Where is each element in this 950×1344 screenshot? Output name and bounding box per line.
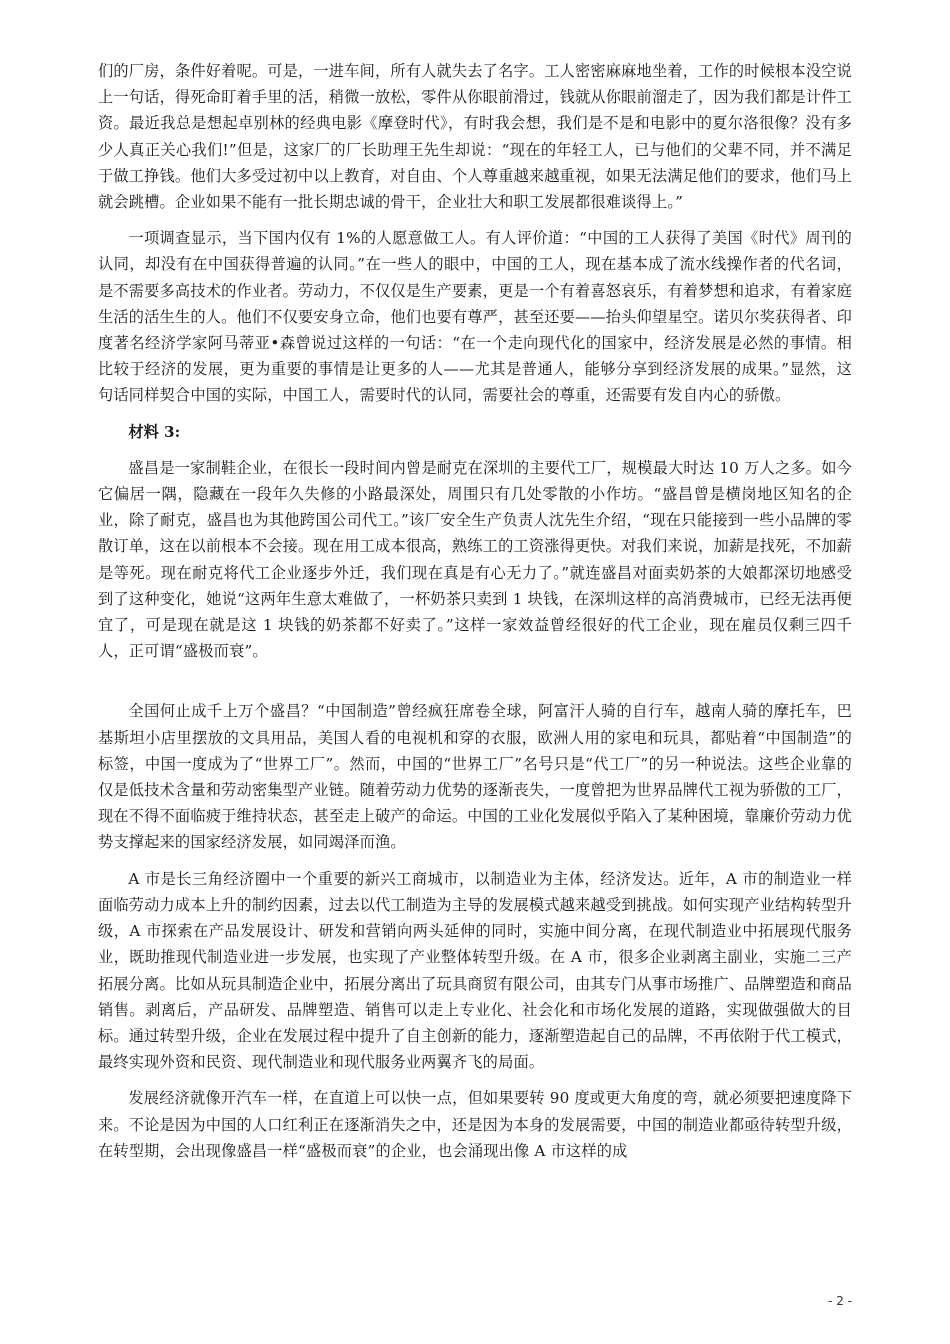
section-heading: 材料 3: (128, 422, 181, 441)
paragraph-made-in-china: 全国何止成千上万个盛昌？“中国制造”曾经疯狂席卷全球，阿富汗人骑的自行车，越南人骑的摩托车，巴基斯坦小店里摆放的文具用品，美国人看的电视机和穿的衣服，欧洲人用的家电和玩具，都贴着“中国制造”的标签，中国一度成为了“世界工厂”。然而，中国的“世界工厂”名号只是“代工厂”的另一种说法。这些企业靠的仅是低技术含量和劳动密集型产业链。随着劳动力优势的逐渐丧失，一度曾把为世界品牌代工视为骄傲的工厂，现在不得不面临疲于维持状态，甚至走上破产的命运。中国的工业化发展似乎陷入了某种困境，靠廉价劳动力优势支撑起来的国家经济发展，如同竭泽而渔。 (98, 702, 852, 852)
document-page (98, 58, 852, 1174)
paragraph-city-a: A 市是长三角经济圈中一个重要的新兴工商城市，以制造业为主体，经济发达。近年，A 市的制造业一样面临劳动力成本上升的制约因素，过去以代工制造为主导的发展模式越来越受到挑战。如何实现产业结构转型升级，A 市探索在产品发展设计、研发和营销向两头延伸的同时，实施中间分离，在现代制造业中拓展现代服务业，既助推现代制造业进一步发展，也实现了产业整体转型升级。在 A 市，很多企业剥离主副业，实施二三产拓展分离。比如从玩具制造企业中，拓展分离出了玩具商贸有限公司，由其专门从事市场推广、品牌塑造和商品销售。剥离后，产品研发、品牌塑造、销售可以走上专业化、社会化和市场化发展的道路，实现做强做大的目标。通过转型升级，企业在发展过程中提升了自主创新的能力，逐渐塑造起自己的品牌，不再依附于代工模式，最终实现外资和民资、现代制造业和现代服务业两翼齐飞的局面。 (98, 869, 852, 1072)
paragraph-survey: 一项调查显示，当下国内仅有 1%的人愿意做工人。有人评价道：“中国的工人获得了美国《时代》周刊的认同，却没有在中国获得普遍的认同。”在一些人的眼中，中国的工人，现在基本成了流水线操作者的代名词，是不需要多高技术的作业者。劳动力，不仅仅是生产要素，更是一个有着喜怒哀乐，有着梦想和追求，有着家庭生活的活生生的人。他们不仅要安身立命，他们也要有尊严，甚至还要——抬头仰望星空。诺贝尔奖获得者、印度著名经济学家阿马蒂亚•森曾说过这样的一句话：“在一个走向现代化的国家中，经济发展是必然的事情。相比较于经济的发展，更为重要的事情是让更多的人——尤其是普通人，能够分享到经济发展的成果。”显然，这句话同样契合中国的实际，中国工人，需要时代的认同，需要社会的尊重，还需要有发自内心的骄傲。 (98, 229, 852, 405)
paragraph-shengchang: 盛昌是一家制鞋企业，在很长一段时间内曾是耐克在深圳的主要代工厂，规模最大时达 10 万人之多。如今它偏居一隅，隐藏在一段年久失修的小路最深处，周围只有几处零散的小作坊。“盛昌曾是横岗地区知名的企业，除了耐克，盛昌也为其他跨国公司代工。”该厂安全生产负责人沈先生介绍，“现在只能接到一些小品牌的零散订单，这在以前根本不会接。现在用工成本很高，熟练工的工资涨得更快。对我们来说，加薪是找死，不加薪是等死。现在耐克将代工企业逐步外迁，我们现在真是有心无力了。”就连盛昌对面卖奶茶的大娘都深切地感受到了这种变化，她说“这两年生意太难做了，一杯奶茶只卖到 1 块钱，在深圳这样的高消费城市，已经无法再便宜了，可是现在就是这 1 块钱的奶茶都不好卖了。”这样一家效益曾经很好的代工企业，现在雇员仅剩三四千人，正可谓“盛极而衰”。 (98, 458, 852, 661)
paragraph-gap (98, 674, 852, 698)
paragraph-continued: 们的厂房，条件好着呢。可是，一进车间，所有人就失去了名字。工人密密麻麻地坐着，工作的时候根本没空说上一句话，得死命盯着手里的活，稍微一放松，零件从你眼前滑过，钱就从你眼前溜走了，因为我们都是计件工资。最近我总是想起卓别林的经典电影《摩登时代》，有时我会想，我们是不是和电影中的夏尔洛很像？没有多少人真正关心我们!”但是，这家厂的厂长助理王先生却说：“现在的年轻工人，已与他们的父辈不同，并不满足于做工挣钱。他们大多受过初中以上教育，对自由、个人尊重越来越重视，如果无法满足他们的要求，他们马上就会跳槽。企业如果不能有一批长期忠诚的骨干，企业壮大和职工发展都很难谈得上。” (98, 62, 852, 212)
paragraph-economy-driving: 发展经济就像开汽车一样，在直道上可以快一点，但如果要转 90 度或更大角度的弯，就必须要把速度降下来。不论是因为中国的人口红利正在逐渐消失之中，还是因为本身的发展需要，中国的制造业都亟待转型升级，在转型期，会出现像盛昌一样“盛极而衰”的企业，也会涌现出像 A 市这样的成 (98, 1089, 852, 1160)
page-number: - 2 - (828, 1294, 852, 1308)
